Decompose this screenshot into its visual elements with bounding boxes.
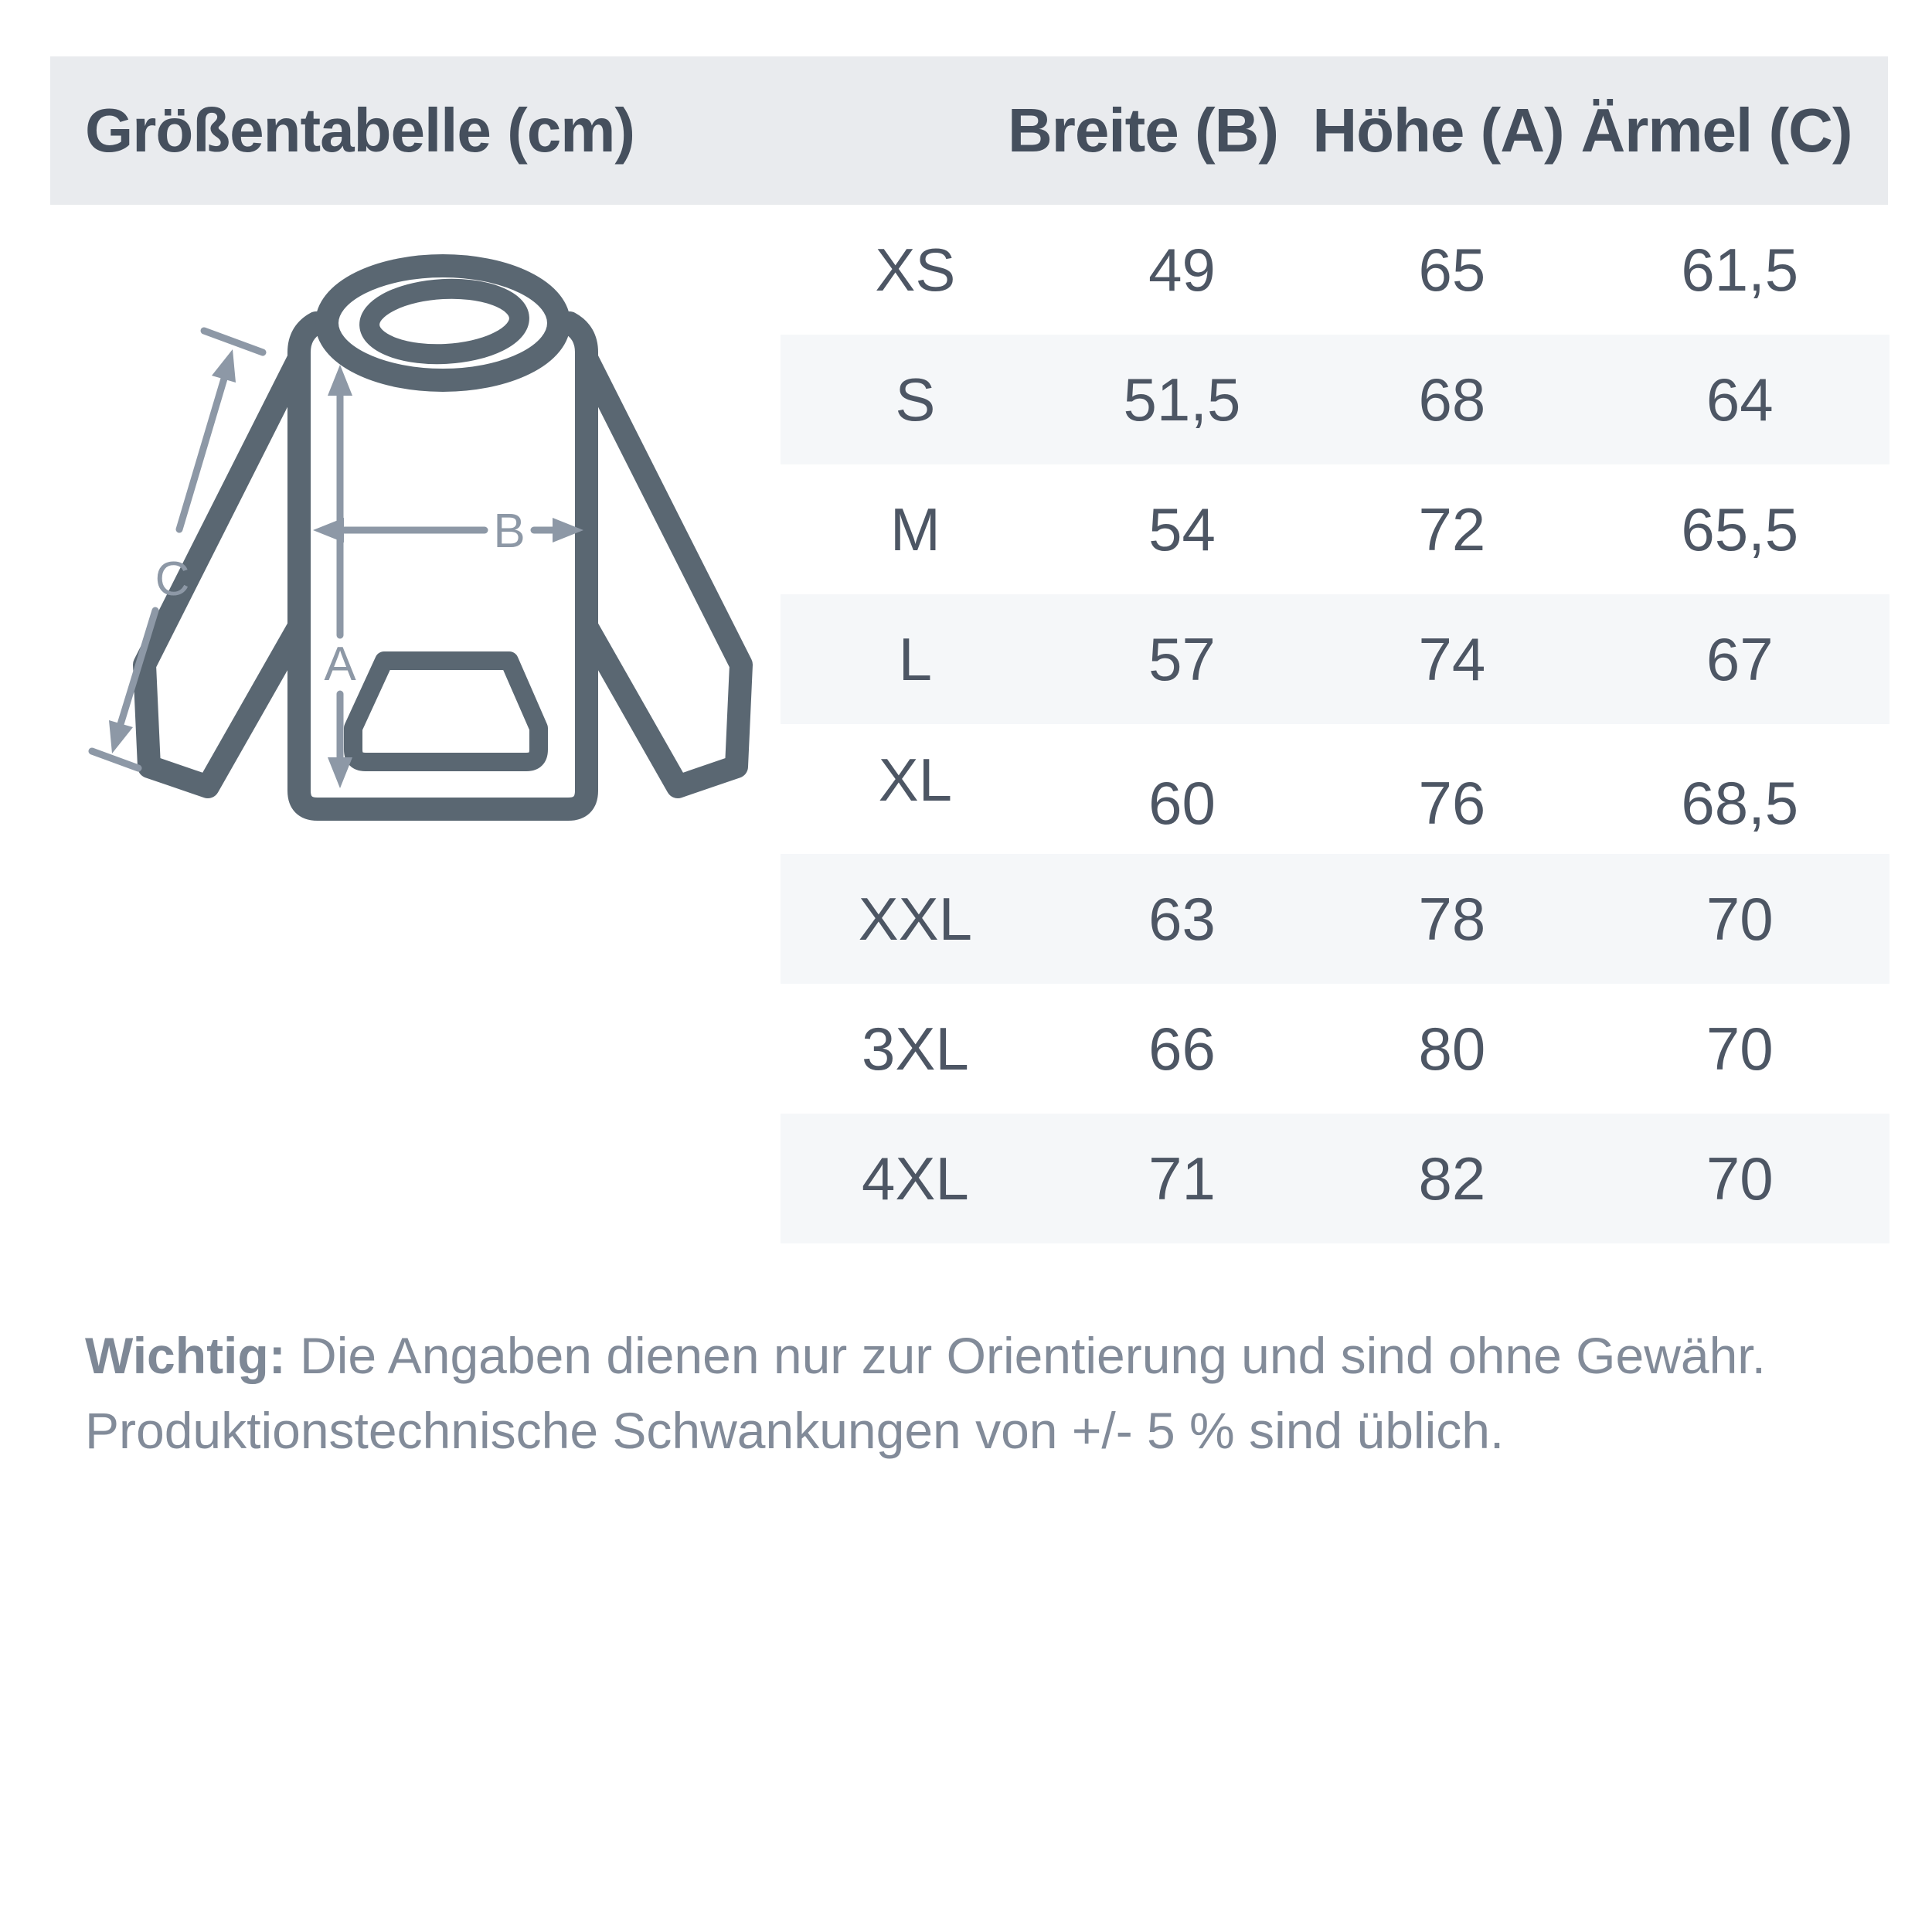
breite-cell: 60 [1148,769,1216,837]
hoehe-cell: 80 [1418,1015,1486,1083]
hoehe-cell: 76 [1418,769,1486,837]
size-table [781,205,1889,1243]
breite-cell: 71 [1148,1145,1216,1213]
breite-cell: 49 [1148,236,1216,304]
label-c: C [155,553,190,606]
size-cell: XS [875,236,956,304]
arrowhead-c-up-icon [212,349,236,383]
breite-cell: 54 [1148,495,1216,563]
table-row [781,854,1889,984]
disclaimer-line1: Die Angaben dienen nur zur Orientierung und sind ohne Gewähr. [285,1327,1766,1384]
disclaimer-line2: Produktionstechnische Schwankungen von +/- 5 % sind üblich. [85,1402,1505,1459]
aermel-cell: 70 [1706,1015,1774,1083]
breite-cell: 57 [1148,625,1216,693]
aermel-cell: 70 [1706,1145,1774,1213]
table-row [781,464,1889,594]
arrowhead-c-down-icon [109,720,133,753]
aermel-cell: 64 [1706,366,1774,434]
aermel-cell: 67 [1706,625,1774,693]
label-a: A [324,638,356,691]
breite-cell: 51,5 [1123,366,1241,434]
aermel-cell: 68,5 [1681,769,1799,837]
size-cell: 3XL [861,1015,969,1083]
breite-cell: 66 [1148,1015,1216,1083]
size-chart-header [50,56,1888,205]
hoehe-cell: 65 [1418,236,1486,304]
hoodie-illustration [58,209,800,889]
size-cell: S [895,366,936,434]
breite-cell: 63 [1148,885,1216,953]
hoehe-cell: 72 [1418,495,1486,563]
hood-inner-ring [368,285,521,358]
table-row [781,594,1889,724]
disclaimer-note [85,1318,1855,1468]
arrow-c-top-tick [204,331,263,352]
aermel-cell: 65,5 [1681,495,1799,563]
aermel-cell: 61,5 [1681,236,1799,304]
size-cell: XL [878,746,953,814]
table-row [781,724,1889,854]
hoodie-pocket [353,661,539,762]
size-cell: M [889,495,940,563]
size-cell: 4XL [861,1145,969,1213]
table-row [781,205,1889,335]
column-header-breite: Breite (B) [1007,96,1279,165]
label-b: B [493,505,526,558]
hoehe-cell: 78 [1418,885,1486,953]
size-chart-title: Größentabelle (cm) [85,96,635,165]
hoehe-cell: 68 [1418,366,1486,434]
size-cell: L [898,625,933,693]
aermel-cell: 70 [1706,885,1774,953]
arrow-c-bottom-tick [92,751,138,768]
hoodie-measurement-diagram [58,209,800,889]
column-header-aermel: Ärmel (C) [1580,96,1852,165]
table-row [781,335,1889,464]
table-row [781,984,1889,1114]
size-cell: XXL [858,885,973,953]
disclaimer-bold: Wichtig: [85,1327,286,1384]
table-row [781,1114,1889,1243]
hoehe-cell: 82 [1418,1145,1486,1213]
column-header-hoehe: Höhe (A) [1312,96,1564,165]
hoehe-cell: 74 [1418,625,1486,693]
